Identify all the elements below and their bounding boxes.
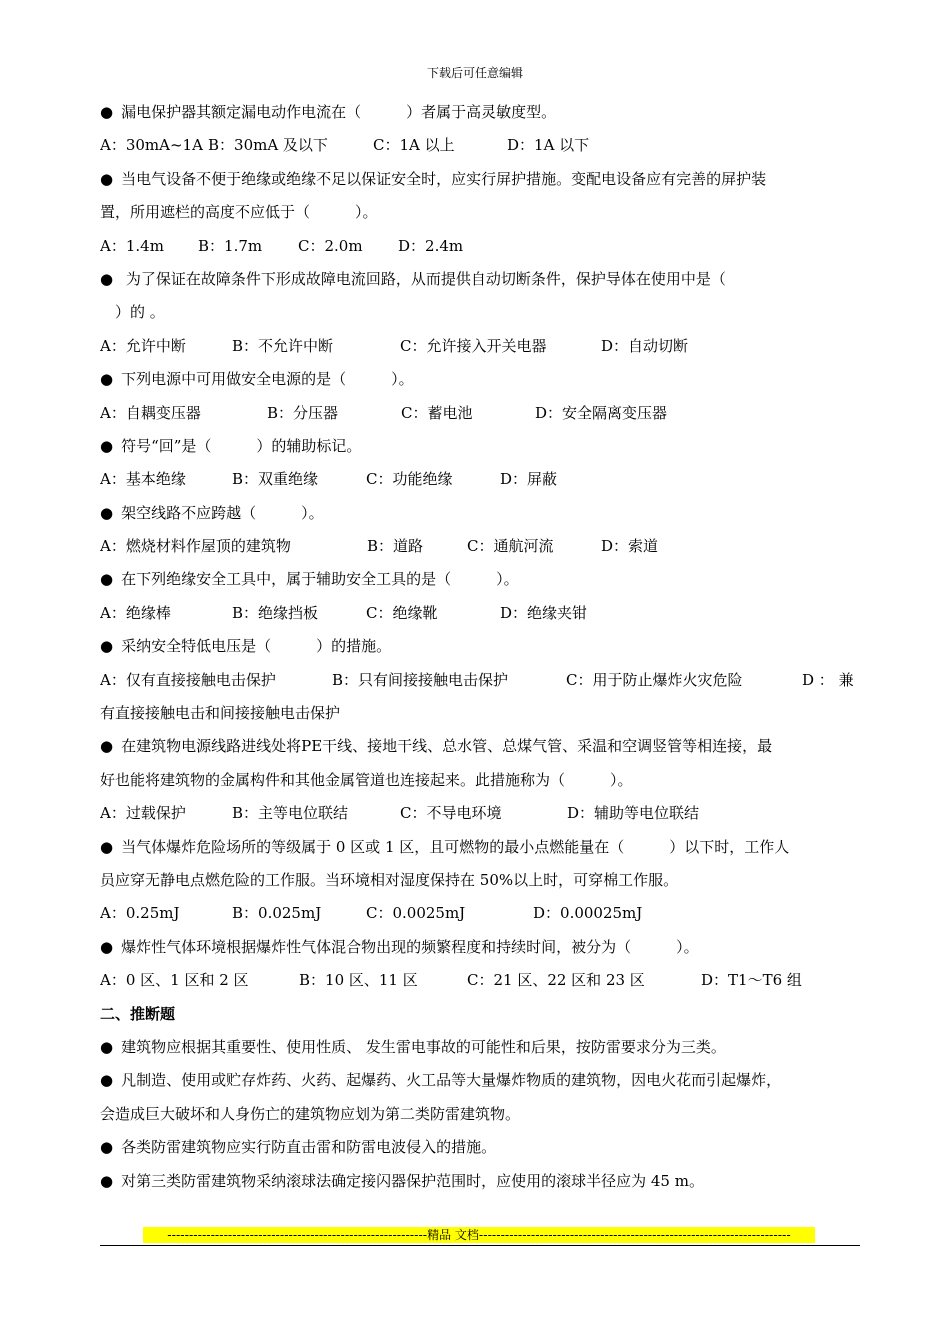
question-2-options	[100, 230, 862, 263]
option-a: A：绝缘棒	[100, 603, 171, 622]
option-d: D ： 兼	[802, 670, 854, 689]
question-6: ● 架空线路不应跨越（ ）。	[100, 503, 324, 522]
bullet-icon: ●	[100, 1071, 114, 1090]
footer-banner: ------------------------------------------------------------精品 文档------------------------------------------------------------------------	[143, 1227, 815, 1243]
option-a: A：0.25mJ	[100, 904, 180, 923]
option-d: D：安全隔离变压器	[535, 403, 668, 422]
option-c: C：允许接入开关电器	[400, 336, 547, 355]
option-b: B：分压器	[267, 403, 339, 422]
bullet-icon: ●	[100, 637, 114, 656]
option-a: A：自耦变压器	[100, 403, 201, 422]
judgement-2-line-1: ● 凡制造、使用或贮存炸药、火药、起爆药、火工品等大量爆炸物质的建筑物，因电火花而引起爆炸，	[100, 1071, 782, 1090]
option-b: B：道路	[367, 537, 424, 556]
judgement-2-line-2: 会造成巨大破坏和人身伤亡的建筑物应划为第二类防雷建筑物。	[100, 1104, 521, 1123]
option-b: B：不允许中断	[232, 336, 334, 355]
question-9-line-1: ● 在建筑物电源线路进线处将PE干线、接地干线、总水管、总煤气管、采温和空调竖管等相连接，最	[100, 737, 773, 756]
bullet-icon: ●	[100, 370, 114, 389]
question-6-options	[100, 530, 862, 563]
bullet-icon: ●	[100, 1037, 114, 1056]
question-3-line-2: ）的 。	[100, 303, 165, 322]
option-d: D：屏蔽	[500, 470, 558, 489]
question-5-options	[100, 463, 862, 496]
question-1: ● 漏电保护器其额定漏电动作电流在（ ）者属于高灵敏度型。	[100, 103, 557, 121]
question-8-option-d-continued: 有直接接触电击和间接接触电击保护	[100, 704, 341, 723]
question-2-line-2: 置，所用遮栏的高度不应低于（ ）。	[100, 203, 378, 222]
question-5: ● 符号“回”是（ ）的辅助标记。	[100, 436, 362, 455]
option-c: C：蓄电池	[401, 403, 473, 422]
option-a: A：1.4m	[100, 236, 164, 255]
option-a: A：0 区、1 区和 2 区	[100, 971, 249, 990]
option-d: D：索道	[601, 537, 659, 556]
bullet-icon: ●	[100, 837, 114, 856]
bullet-icon: ●	[100, 937, 114, 956]
option-b: B：30mA 及以下	[208, 136, 328, 155]
option-c: C：绝缘靴	[366, 603, 438, 622]
option-b: B：双重绝缘	[232, 470, 319, 489]
question-3-line-1: ● 为了保证在故障条件下形成故障电流回路，从而提供自动切断条件，保护导体在使用中是（	[100, 269, 726, 288]
option-b: B：绝缘挡板	[232, 603, 319, 622]
option-d: D：自动切断	[601, 336, 689, 355]
document-body	[100, 96, 862, 1198]
option-d: D：1A 以下	[507, 136, 590, 155]
section-title: 二、推断题	[100, 1004, 176, 1023]
option-c: C：通航河流	[467, 537, 554, 556]
option-c: C：0.0025mJ	[366, 904, 466, 923]
option-d: D：辅助等电位联结	[567, 804, 700, 823]
question-9-line-2: 好也能将建筑物的金属构件和其他金属管道也连接起来。此措施称为（ ）。	[100, 770, 633, 789]
question-7-options	[100, 597, 862, 630]
option-a: A：仅有直接接触电击保护	[100, 670, 276, 689]
option-a: A：允许中断	[100, 336, 186, 355]
bullet-icon: ●	[100, 436, 114, 455]
page-header: 下载后可任意编辑	[426, 66, 523, 80]
question-10-line-2: 员应穿无静电点燃危险的工作服。当环境相对湿度保持在 50%以上时，可穿棉工作服。	[100, 870, 679, 889]
bullet-icon: ●	[100, 1171, 114, 1190]
option-c: C：功能绝缘	[366, 470, 453, 489]
option-c: C：用于防止爆炸火灾危险	[566, 670, 743, 689]
option-b: B：1.7m	[198, 236, 263, 255]
option-a: A：燃烧材料作屋顶的建筑物	[100, 537, 291, 556]
option-d: D：2.4m	[398, 236, 464, 255]
option-b: B：10 区、11 区	[299, 971, 418, 990]
question-8-options	[100, 664, 862, 697]
option-d: D：T1～T6 组	[701, 971, 802, 990]
option-c: C：不导电环境	[400, 804, 502, 823]
question-4: ● 下列电源中可用做安全电源的是（ ）。	[100, 370, 414, 389]
question-11-options	[100, 964, 862, 997]
bullet-icon: ●	[100, 737, 114, 756]
question-9-options	[100, 797, 862, 830]
judgement-3: ● 各类防雷建筑物应实行防直击雷和防雷电波侵入的措施。	[100, 1138, 497, 1157]
option-a: A：30mA~1A	[100, 136, 203, 155]
footer-divider	[100, 1245, 860, 1246]
bullet-icon: ●	[100, 103, 114, 121]
option-d: D：绝缘夹钳	[500, 603, 588, 622]
bullet-icon: ●	[100, 269, 114, 288]
bullet-icon: ●	[100, 570, 114, 589]
bullet-icon: ●	[100, 169, 114, 188]
question-3-options	[100, 330, 862, 363]
question-10-line-1: ● 当气体爆炸危险场所的等级属于 0 区或 1 区，且可燃物的最小点燃能量在（ ）以下时，工作人	[100, 837, 790, 856]
question-7: ● 在下列绝缘安全工具中，属于辅助安全工具的是（ ）。	[100, 570, 519, 589]
option-c: C：21 区、22 区和 23 区	[467, 971, 645, 990]
question-8: ● 采纳安全特低电压是（ ）的措施。	[100, 637, 392, 656]
question-4-options	[100, 397, 862, 430]
bullet-icon: ●	[100, 503, 114, 522]
option-c: C：2.0m	[298, 236, 363, 255]
question-1-options	[100, 129, 862, 162]
question-11: ● 爆炸性气体环境根据爆炸性气体混合物出现的频繁程度和持续时间，被分为（ ）。	[100, 937, 699, 956]
option-d: D：0.00025mJ	[533, 904, 643, 923]
option-a: A：基本绝缘	[100, 470, 186, 489]
judgement-4: ● 对第三类防雷建筑物采纳滚球法确定接闪器保护范围时，应使用的滚球半径应为 45 m。	[100, 1171, 704, 1190]
option-b: B：主等电位联结	[232, 804, 349, 823]
option-c: C：1A 以上	[373, 136, 455, 155]
question-2-line-1: ● 当电气设备不便于绝缘或绝缘不足以保证安全时，应实行屏护措施。变配电设备应有完善的屏护装	[100, 169, 767, 188]
bullet-icon: ●	[100, 1138, 114, 1157]
judgement-1: ● 建筑物应根据其重要性、使用性质、 发生雷电事故的可能性和后果，按防雷要求分为三类。	[100, 1037, 726, 1056]
option-b: B：0.025mJ	[232, 904, 322, 923]
question-10-options	[100, 897, 862, 930]
option-b: B：只有间接接触电击保护	[332, 670, 509, 689]
option-a: A：过载保护	[100, 804, 186, 823]
